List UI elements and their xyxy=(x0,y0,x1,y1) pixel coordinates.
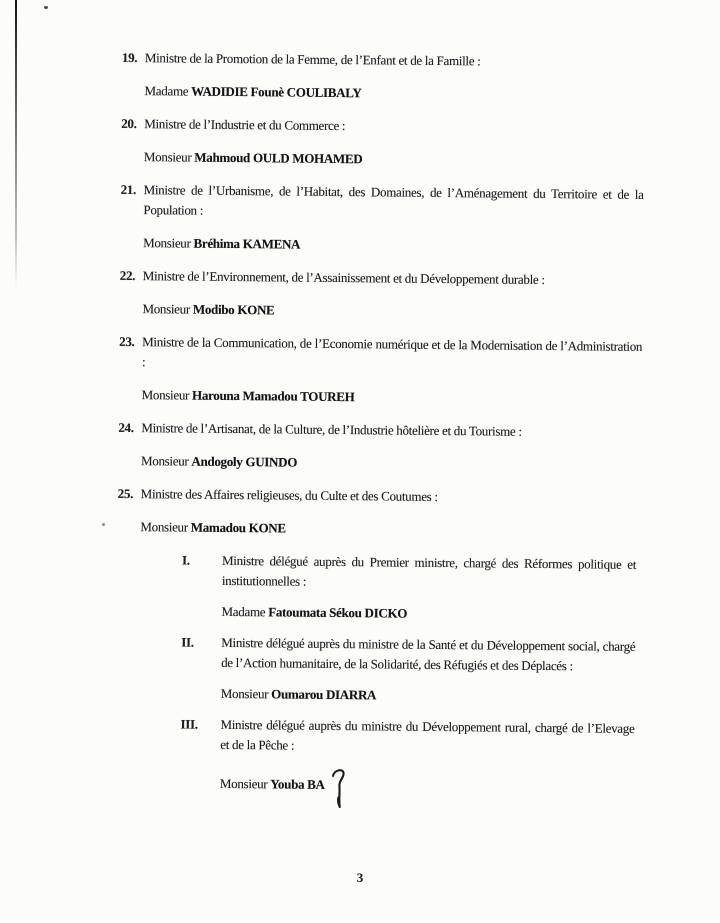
entry-number: 19. xyxy=(121,49,138,66)
minister-name xyxy=(143,233,643,258)
person-name: Mahmoud OULD MOHAMED xyxy=(194,149,363,167)
minister-name xyxy=(142,385,642,410)
delegate-name xyxy=(220,766,634,818)
entry-number: II. xyxy=(181,634,194,650)
person-name: Mamadou KONE xyxy=(190,519,286,536)
person-name: Modibo KONE xyxy=(192,301,275,318)
entry-number: 23. xyxy=(119,333,135,350)
minister-entry-22 xyxy=(0,265,718,338)
entry-body xyxy=(221,633,636,719)
minister-title: Ministre des Affaires religieuses, du Culte et des Coutumes : xyxy=(140,486,438,504)
entry-number: 20. xyxy=(121,115,137,132)
document-page xyxy=(0,47,720,830)
delegate-name xyxy=(221,602,635,626)
minister-entry-20 xyxy=(0,113,719,186)
delegate-entry-3 xyxy=(0,713,714,830)
person-name: Harouna Mamadou TOUREH xyxy=(191,387,355,405)
entry-number: 22. xyxy=(119,267,136,284)
delegate-title: Ministre délégué auprès du Premier ministre, chargé des Réformes politique et institutionnelles : xyxy=(221,552,637,589)
minister-title: Ministre de l’Industrie et du Commerce : xyxy=(144,116,346,134)
entry-body xyxy=(141,332,642,423)
entry-body xyxy=(144,48,645,119)
page-number: 3 xyxy=(356,870,364,885)
delegate-title: Ministre délégué auprès du ministre du Développement rural, chargé de l’Elevage et de la Pêche : xyxy=(220,716,635,753)
entry-number: I. xyxy=(182,552,190,568)
salutation: Madame xyxy=(144,83,189,99)
person-name: Youba BA xyxy=(270,776,325,792)
minister-name xyxy=(140,517,640,542)
entry-body xyxy=(140,484,641,555)
scan-speck xyxy=(44,6,48,9)
salutation: Monsieur xyxy=(142,301,191,317)
entry-body xyxy=(144,114,645,185)
salutation: Monsieur xyxy=(141,387,190,403)
entry-number: III. xyxy=(180,716,198,732)
salutation: Monsieur xyxy=(143,149,192,165)
entry-body xyxy=(143,180,644,271)
delegate-name xyxy=(221,684,635,708)
person-name: WADIDIE Founè COULIBALY xyxy=(191,83,362,101)
person-name: Oumarou DIARRA xyxy=(271,686,377,703)
delegate-title: Ministre délégué auprès du ministre de la Santé et du Développement social, chargé de l’Action humanitaire, de la Solidarité, des Réfugiés et des Déplacés : xyxy=(221,634,636,674)
minister-title: Ministre de la Promotion de la Femme, de l’Enfant et de la Famille : xyxy=(144,50,481,69)
minister-entry-19 xyxy=(0,47,720,120)
minister-entry-24 xyxy=(0,417,716,490)
minister-name xyxy=(141,451,641,476)
delegate-entry-2 xyxy=(0,631,714,720)
minister-title: Ministre de l’Artisanat, de la Culture, de l’Industrie hôtelière et du Tourisme : xyxy=(141,420,522,439)
person-name: Bréhima KAMENA xyxy=(193,235,301,252)
entry-number: 21. xyxy=(120,181,137,198)
salutation: Monsieur xyxy=(140,453,189,469)
entry-body xyxy=(141,418,642,489)
salutation: Monsieur xyxy=(140,519,188,535)
entry-body xyxy=(221,551,636,637)
salutation: Monsieur xyxy=(143,235,191,251)
salutation: Monsieur xyxy=(220,685,269,702)
minister-name xyxy=(144,147,644,172)
entry-body xyxy=(142,266,643,337)
minister-entry-21 xyxy=(0,179,719,272)
minister-name xyxy=(142,299,642,324)
delegate-entry-1 xyxy=(0,549,715,638)
entry-number: 24. xyxy=(118,419,134,436)
minister-entry-23 xyxy=(0,331,717,424)
salutation: Madame xyxy=(221,603,266,620)
minister-name xyxy=(144,81,644,106)
entry-number: 25. xyxy=(117,485,134,502)
entry-body xyxy=(220,715,635,829)
person-name: Fatoumata Sékou DICKO xyxy=(268,604,408,621)
signature-paraph-icon xyxy=(329,767,347,815)
minister-title: Ministre de l’Urbanisme, de l’Habitat, des Domaines, de l’Aménagement du Territoire et de la Population : xyxy=(143,182,644,218)
minister-title: Ministre de l’Environnement, de l’Assainissement et du Développement durable : xyxy=(142,268,545,287)
minister-entry-25 xyxy=(0,483,716,556)
minister-title: Ministre de la Communication, de l’Economie numérique et de la Modernisation de l’Administration : xyxy=(141,334,643,370)
person-name: Andogoly GUINDO xyxy=(191,453,298,470)
salutation: Monsieur xyxy=(219,775,268,792)
